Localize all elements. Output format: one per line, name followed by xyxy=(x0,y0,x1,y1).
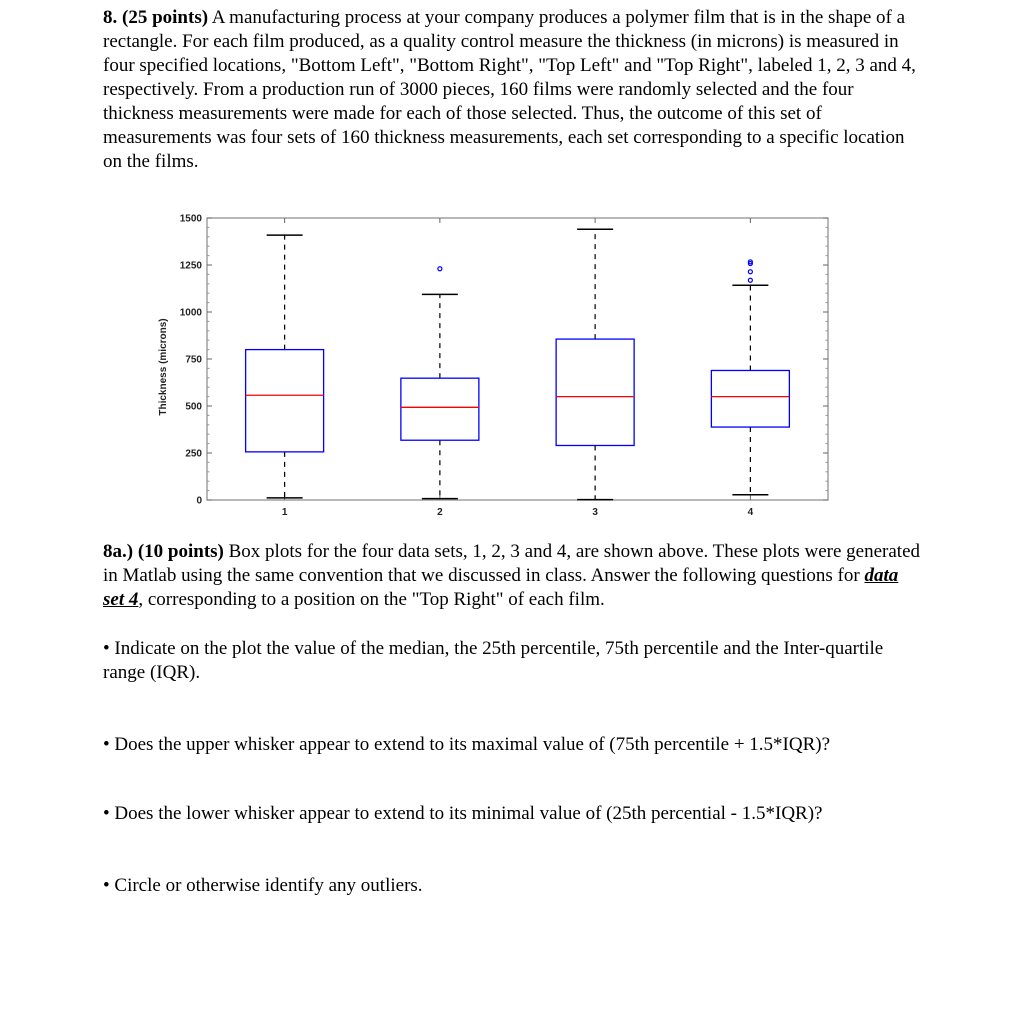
y-tick-label: 1500 xyxy=(179,213,202,225)
box-1 xyxy=(246,350,324,452)
question-8 xyxy=(103,6,923,174)
y-tick-label: 1250 xyxy=(179,260,202,272)
x-tick-label: 4 xyxy=(747,507,754,518)
y-tick-label: 1000 xyxy=(179,307,202,319)
box-plot-chart xyxy=(150,205,840,525)
bullet-lower-whisker: • Does the lower whisker appear to extend to its minimal value of (25th percential - 1.5*IQR)? xyxy=(103,803,823,824)
subquestion-emphasis: data set 4 xyxy=(103,565,899,610)
y-tick-label: 750 xyxy=(185,354,202,366)
outlier-point xyxy=(748,278,752,282)
bullet-outliers: • Circle or otherwise identify any outliers. xyxy=(103,875,423,896)
y-tick-label: 250 xyxy=(185,448,202,460)
question-points: (25 points) xyxy=(122,7,209,28)
y-tick-label: 0 xyxy=(196,495,202,507)
bullet-upper-whisker: • Does the upper whisker appear to extend to its maximal value of (75th percentile + 1.5*IQR)? xyxy=(103,734,831,755)
outlier-point xyxy=(438,267,442,271)
x-tick-label: 1 xyxy=(281,507,288,518)
x-tick-label: 2 xyxy=(437,507,443,518)
question-8a xyxy=(103,540,923,612)
y-axis-label: Thickness (microns) xyxy=(158,318,169,416)
subquestion-points: (10 points) xyxy=(137,541,224,562)
question-text: A manufacturing process at your company produces a polymer film that is in the shape of a rectangle. For each film produced, as a quality control measure the thickness (in microns) is measured in four specified locations, "Bottom Left", "Bottom Right", "Top Left" and "Top Right", labeled 1, 2, 3 and 4, respectively. From a production run of 3000 pieces, 160 films were randomly selected and the four thickness measurements were made for each of those selected. Thus, the outcome of this set of measurements was four sets of 160 thickness measurements, each set corresponding to a specific location on the films. xyxy=(103,7,916,172)
subquestion-text-2: , corresponding to a position on the "Top Right" of each film. xyxy=(138,589,605,610)
bullet-median: • Indicate on the plot the value of the median, the 25th percentile, 75th percentile and the Inter-quartile range (IQR). xyxy=(103,638,884,683)
subquestion-text-1: Box plots for the four data sets, 1, 2, 3 and 4, are shown above. These plots were generated in Matlab using the same convention that we discussed in class. Answer the following questions for xyxy=(103,541,921,586)
box-2 xyxy=(401,378,479,440)
x-tick-label: 3 xyxy=(592,507,598,518)
subquestion-label: 8a.) xyxy=(103,541,134,562)
y-tick-label: 500 xyxy=(185,401,202,413)
question-number: 8. xyxy=(103,7,118,28)
outlier-point xyxy=(748,270,752,274)
box-3 xyxy=(556,339,634,445)
box-4 xyxy=(711,370,789,427)
